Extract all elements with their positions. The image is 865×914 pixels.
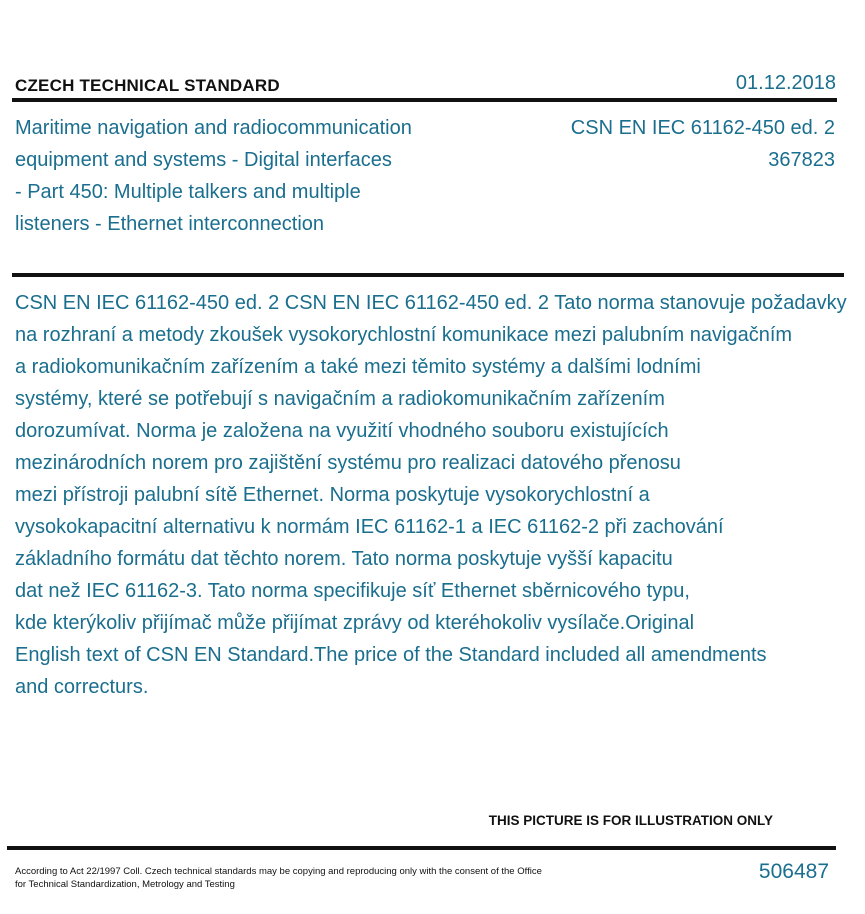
title-line: equipment and systems - Digital interfaces	[15, 149, 392, 171]
description-line: a radiokomunikačním zařízením a také mezi těmito systémy a dalšími lodními	[15, 356, 701, 378]
description-line: základního formátu dat těchto norem. Tato norma poskytuje vyšší kapacitu	[15, 548, 673, 570]
description-line: CSN EN IEC 61162-450 ed. 2 CSN EN IEC 61162-450 ed. 2 Tato norma stanovuje požadavky	[15, 292, 847, 314]
document-id: 506487	[758, 860, 829, 883]
copyright-line: According to Act 22/1997 Coll. Czech technical standards may be copying and reproducing only with the consent of the Office	[15, 866, 542, 877]
standard-identifier	[571, 112, 835, 176]
illustration-notice: THIS PICTURE IS FOR ILLUSTRATION ONLY	[488, 813, 773, 828]
copyright-line: for Technical Standardization, Metrology and Testing	[15, 879, 235, 890]
title-rule	[12, 273, 844, 277]
header-rule	[12, 98, 837, 102]
document-type-label: CZECH TECHNICAL STANDARD	[15, 76, 280, 95]
title-line: Maritime navigation and radiocommunication	[15, 117, 412, 139]
catalog-number: 367823	[768, 149, 835, 171]
description-line: mezinárodních norem pro zajištění systému pro realizaci datového přenosu	[15, 452, 681, 474]
description-line: dorozumívat. Norma je založena na využití vhodného souboru existujících	[15, 420, 669, 442]
description-line: dat než IEC 61162-3. Tato norma specifikuje síť Ethernet sběrnicového typu,	[15, 580, 690, 602]
description-line: vysokokapacitní alternativu k normám IEC 61162-1 a IEC 61162-2 při zachování	[15, 516, 724, 538]
publication-date: 01.12.2018	[735, 72, 836, 94]
description-line: English text of CSN EN Standard.The price of the Standard included all amendments	[15, 644, 767, 666]
title-line: listeners - Ethernet interconnection	[15, 213, 325, 235]
standard-code: CSN EN IEC 61162-450 ed. 2	[570, 117, 835, 139]
description-line: mezi přístroji palubní sítě Ethernet. Norma poskytuje vysokorychlostní a	[15, 484, 650, 506]
description-line: systémy, které se potřebují s navigačním a radiokomunikačním zařízením	[15, 388, 665, 410]
standard-description	[15, 287, 865, 703]
copyright-note	[15, 865, 595, 891]
title-line: - Part 450: Multiple talkers and multiple	[15, 181, 361, 203]
description-line: na rozhraní a metody zkoušek vysokorychlostní komunikace mezi palubním navigačním	[15, 324, 793, 346]
description-line: kde kterýkoliv přijímač může přijímat zprávy od kteréhokoliv vysílače.Original	[15, 612, 695, 634]
description-line: and correcturs.	[15, 676, 149, 698]
footer-rule	[7, 846, 836, 850]
standard-title	[15, 112, 455, 240]
